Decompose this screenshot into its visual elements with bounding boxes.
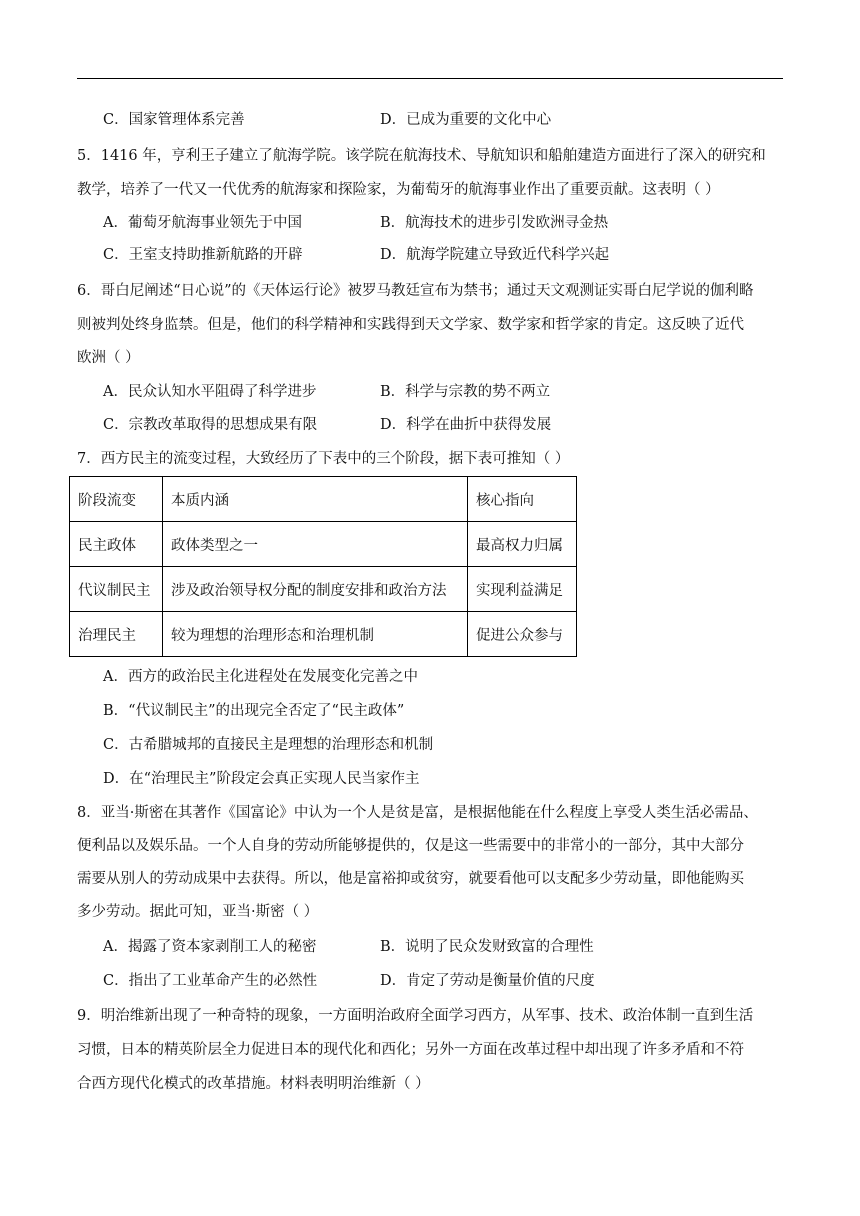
table-row <box>70 567 577 612</box>
q6-option-a: A．民众认知水平阻碍了科学进步 <box>103 384 317 400</box>
q9-stem-line-1: 9．明治维新出现了一种奇特的现象，一方面明治政府全面学习西方，从军事、技术、政治体制一直到生活 <box>77 1008 754 1024</box>
q9-stem-line-2: 习惯，日本的精英阶层全力促进日本的现代化和西化；另外一方面在改革过程中却出现了许多矛盾和不符 <box>77 1042 744 1058</box>
q5-option-c: C．王室支持助推新航路的开辟 <box>103 247 303 263</box>
q8-option-b: B．说明了民众发财致富的合理性 <box>380 939 594 955</box>
q6-option-d: D．科学在曲折中获得发展 <box>380 417 552 433</box>
q5-option-b: B．航海技术的进步引发欧洲寻金热 <box>380 215 609 231</box>
table-cell: 民主政体 <box>70 522 163 567</box>
q8-option-c: C．指出了工业革命产生的必然性 <box>103 973 318 989</box>
table-header-cell: 核心指向 <box>468 477 577 522</box>
table-cell: 促进公众参与 <box>468 612 577 657</box>
q7-stem: 7．西方民主的流变过程，大致经历了下表中的三个阶段，据下表可推知（ ） <box>77 451 570 467</box>
table-header-row <box>70 477 577 522</box>
table-header-cell: 阶段流变 <box>70 477 163 522</box>
table-cell: 代议制民主 <box>70 567 163 612</box>
q9-stem-line-3: 合西方现代化模式的改革措施。材料表明明治维新（ ） <box>77 1076 430 1092</box>
q5-option-a: A．葡萄牙航海事业领先于中国 <box>103 215 302 231</box>
table-cell: 较为理想的治理形态和治理机制 <box>163 612 468 657</box>
q5-stem-line-2: 教学，培养了一代又一代优秀的航海家和探险家，为葡萄牙的航海事业作出了重要贡献。这表明（ ） <box>77 182 720 198</box>
prev-option-d: D．已成为重要的文化中心 <box>380 112 552 128</box>
table-cell: 最高权力归属 <box>468 522 577 567</box>
q8-stem-line-1: 8．亚当·斯密在其著作《国富论》中认为一个人是贫是富，是根据他能在什么程度上享受人类生活必需品、 <box>77 805 758 821</box>
q5-option-d: D．航海学院建立导致近代科学兴起 <box>380 247 610 263</box>
q7-option-c: C．古希腊城邦的直接民主是理想的治理形态和机制 <box>103 737 434 753</box>
q5-stem-line-1: 5．1416 年，亨利王子建立了航海学院。该学院在航海技术、导航知识和船舶建造方面进行了深入的研究和 <box>77 148 766 164</box>
q7-option-b: B．“代议制民主”的出现完全否定了“民主政体” <box>103 703 405 719</box>
table-row <box>70 612 577 657</box>
q7-option-a: A．西方的政治民主化进程处在发展变化完善之中 <box>103 669 418 685</box>
q8-option-a: A．揭露了资本家剥削工人的秘密 <box>103 939 317 955</box>
q6-option-c: C．宗教改革取得的思想成果有限 <box>103 417 318 433</box>
q6-stem-line-3: 欧洲（ ） <box>77 350 140 366</box>
q6-stem-line-2: 则被判处终身监禁。但是，他们的科学精神和实践得到天文学家、数学家和哲学家的肯定。这反映了近代 <box>77 317 744 333</box>
q8-stem-line-3: 需要从别人的劳动成果中去获得。所以，他是富裕抑或贫穷，就要看他可以支配多少劳动量，即他能购买 <box>77 871 744 887</box>
table-cell: 政体类型之一 <box>163 522 468 567</box>
table-cell: 实现利益满足 <box>468 567 577 612</box>
table-cell: 治理民主 <box>70 612 163 657</box>
stage-table <box>69 476 577 657</box>
q8-option-d: D．肯定了劳动是衡量价值的尺度 <box>380 973 595 989</box>
header-rule <box>77 78 783 79</box>
prev-option-c: C．国家管理体系完善 <box>103 112 245 128</box>
q7-option-d: D．在“治理民主”阶段定会真正实现人民当家作主 <box>103 771 420 787</box>
q8-stem-line-2: 便利品以及娱乐品。一个人自身的劳动所能够提供的，仅是这一些需要中的非常小的一部分，其中大部分 <box>77 838 744 854</box>
table-cell: 涉及政治领导权分配的制度安排和政治方法 <box>163 567 468 612</box>
q8-stem-line-4: 多少劳动。据此可知，亚当·斯密（ ） <box>77 904 319 920</box>
q6-stem-line-1: 6．哥白尼阐述“日心说”的《天体运行论》被罗马教廷宣布为禁书；通过天文观测证实哥白尼学说的伽利略 <box>77 283 754 299</box>
q6-option-b: B．科学与宗教的势不两立 <box>380 384 551 400</box>
table-row <box>70 522 577 567</box>
table-header-cell: 本质内涵 <box>163 477 468 522</box>
